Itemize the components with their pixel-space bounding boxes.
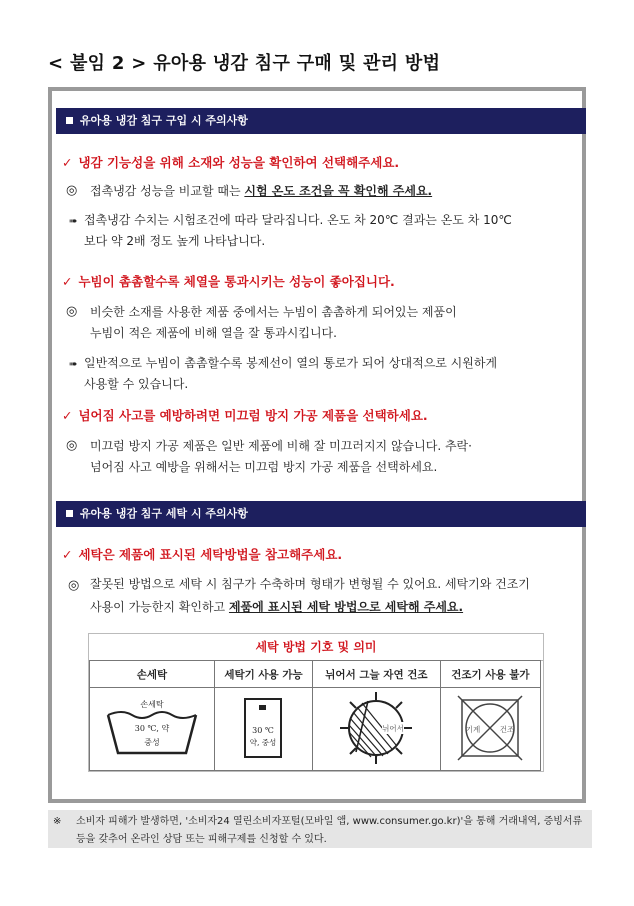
check-icon: ✓ (62, 155, 73, 170)
circle-bullet-icon: ◎ (68, 578, 80, 593)
circle-bullet-icon: ◎ (66, 183, 78, 198)
shade-dry-icon (336, 690, 416, 766)
purchase-tip-2-bullet-line2: 누빔이 적은 제품에 비해 열을 잘 통과시킵니다. (90, 326, 337, 340)
footer-line1: 소비자 피해가 발생하면, '소비자24 열린소비자포털(모바일 앱, www.consumer.go.kr)'을 통해 거래내역, 증빙서류 (76, 816, 583, 827)
circle-bullet-icon: ◎ (66, 304, 78, 319)
no-dryer-cell (440, 688, 540, 771)
footer-line2: 등을 갖추어 온라인 상담 또는 피해구제를 신청할 수 있다. (76, 834, 327, 845)
heading-text: 넘어짐 사고를 예방하려면 미끄럼 방지 가공 제품을 선택하세요. (78, 408, 428, 423)
wash-tip-1-heading (62, 545, 342, 563)
hand-wash-label-mid: 30 ℃, 약 (134, 723, 170, 733)
heading-text: 냉감 기능성을 위해 소재와 성능을 확인하여 선택해주세요. (78, 155, 400, 170)
purchase-tip-3-bullet-line1: 미끄럼 방지 가공 제품은 일반 제품에 비해 잘 미끄러지지 않습니다. 추락· (90, 439, 472, 453)
bullet-emphasis: 시험 온도 조건을 꼭 확인해 주세요. (244, 184, 433, 198)
purchase-tip-2-note-line2: 사용할 수 있습니다. (84, 377, 189, 391)
machine-wash-cell (214, 688, 312, 771)
purchase-tip-2-bullet-line1: 비슷한 소재를 사용한 제품 중에서는 누빔이 촘촘하게 되어있는 제품이 (90, 305, 457, 319)
heading-text: 누빔이 촘촘할수록 체열을 통과시키는 성능이 좋아집니다. (78, 274, 395, 289)
square-icon (66, 117, 73, 124)
wash-tip-1-bullet-line2 (90, 597, 463, 618)
wash-symbols-title: 세탁 방법 기호 및 의미 (89, 634, 543, 661)
column-header-machine-wash: 세탁기 사용 가능 (214, 661, 312, 688)
bullet-text: 접촉냉감 성능을 비교할 때는 (90, 184, 245, 198)
hand-wash-label-bot: 중성 (144, 737, 160, 747)
machine-label-bot: 약, 중성 (250, 737, 277, 747)
shade-dry-label: 뉘어서 (382, 723, 405, 733)
purchase-tip-1-bullet (90, 181, 432, 202)
machine-wash-icon (233, 693, 293, 763)
check-icon: ✓ (62, 547, 73, 562)
purchase-tip-1-note-line2: 보다 약 2배 정도 높게 나타납니다. (84, 234, 266, 248)
check-icon: ✓ (62, 274, 73, 289)
hand-wash-label-top: 손세탁 (140, 699, 164, 709)
purchase-tip-3-heading (62, 406, 428, 424)
section-header-label: 유아용 냉감 침구 구입 시 주의사항 (80, 114, 248, 127)
purchase-tip-1-heading (62, 153, 399, 171)
no-dryer-right-label: 건조 (500, 724, 515, 734)
square-icon (66, 510, 73, 517)
reference-mark-icon: ※ (53, 816, 62, 827)
wash-symbols-table (89, 660, 541, 771)
section-header-purchase (56, 108, 586, 134)
purchase-tip-2-note-line1: 일반적으로 누빔이 촘촘할수록 봉제선이 열의 통로가 되어 상대적으로 시원하게 (84, 356, 498, 370)
check-icon: ✓ (62, 408, 73, 423)
arrow-icon: ➠ (69, 359, 78, 370)
no-dryer-icon (450, 692, 530, 764)
wash-tip-1-bullet-line1: 잘못된 방법으로 세탁 시 침구가 수축하며 형태가 변형될 수 있어요. 세탁기와 건조기 (90, 577, 530, 591)
hand-wash-icon (102, 693, 202, 763)
bullet-text: 사용이 가능한지 확인하고 (90, 600, 229, 614)
machine-label-top: 30 ℃ (252, 725, 275, 735)
arrow-icon: ➠ (69, 216, 78, 227)
column-header-no-dryer: 건조기 사용 불가 (440, 661, 540, 688)
hand-wash-cell (90, 688, 215, 771)
footer-note (48, 810, 592, 848)
column-header-shade-dry: 뉘어서 그늘 자연 건조 (313, 661, 441, 688)
section-header-washing (56, 501, 586, 527)
heading-text: 세탁은 제품에 표시된 세탁방법을 참고해주세요. (78, 547, 343, 562)
shade-dry-cell (313, 688, 441, 771)
circle-bullet-icon: ◎ (66, 438, 78, 453)
purchase-tip-1-note-line1: 접촉냉감 수치는 시험조건에 따라 달라집니다. 온도 차 20℃ 결과는 온도 차 10℃ (84, 213, 512, 227)
bullet-emphasis: 제품에 표시된 세탁 방법으로 세탁해 주세요. (228, 600, 464, 614)
page-title: < 붙임 2 > 유아용 냉감 침구 구매 및 관리 방법 (48, 53, 441, 74)
purchase-tip-3-bullet-line2: 넘어짐 사고 예방을 위해서는 미끄럼 방지 가공 제품을 선택하세요. (90, 460, 438, 474)
purchase-tip-2-heading (62, 272, 395, 290)
section-header-label: 유아용 냉감 침구 세탁 시 주의사항 (80, 507, 248, 520)
column-header-hand-wash: 손세탁 (90, 661, 215, 688)
no-dryer-left-label: 기계 (466, 724, 481, 734)
